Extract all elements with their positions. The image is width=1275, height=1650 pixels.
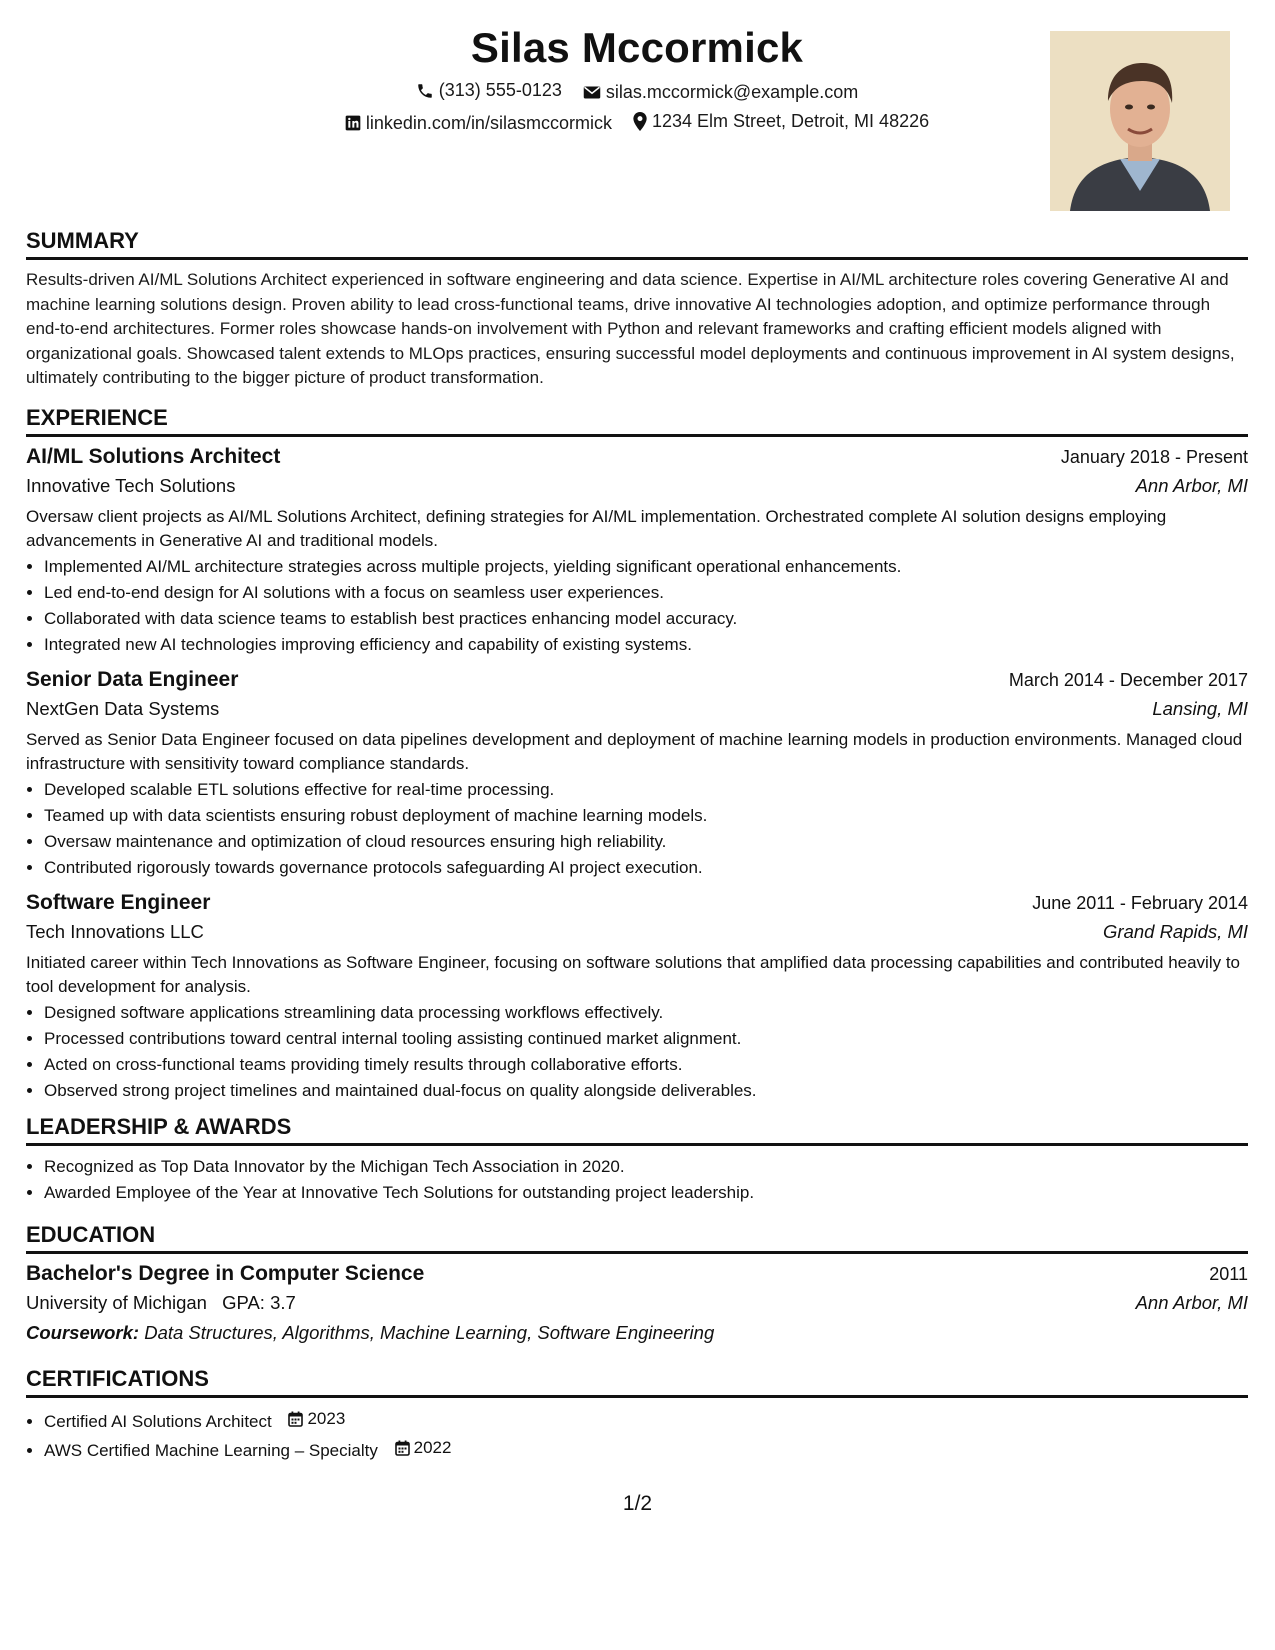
list-item <box>44 1406 1248 1435</box>
coursework-list: Data Structures, Algorithms, Machine Learning, Software Engineering <box>144 1321 715 1343</box>
cert-year: 2022 <box>413 1437 452 1457</box>
experience-section <box>26 405 1248 1104</box>
list-item: • Teamed up with data scientists ensuring robust deployment of machine learning models. <box>44 803 1248 829</box>
envelope-icon <box>583 85 601 100</box>
section-title: SUMMARY <box>26 228 1248 260</box>
page-number: 1/2 <box>622 1492 653 1515</box>
section-title: EXPERIENCE <box>26 405 1248 437</box>
job-location: Ann Arbor, MI <box>1135 474 1248 496</box>
job-description: Oversaw client projects as AI/ML Solutions Architect, defining strategies for AI/ML implementation. Orchestrated complete AI solution designs employing advancements in Generative AI and traditional models. <box>26 506 1167 550</box>
job-dates: January 2018 - Present <box>1060 446 1248 467</box>
cert-name: Certified AI Solutions Architect <box>44 1411 272 1431</box>
job-entry <box>26 891 1248 1104</box>
summary-section <box>26 228 1248 391</box>
phone-text: (313) 555-0123 <box>438 80 562 100</box>
job-location: Grand Rapids, MI <box>1103 920 1248 942</box>
address-text: 1234 Elm Street, Detroit, MI 48226 <box>651 111 930 131</box>
list-item: • Collaborated with data science teams to establish best practices enhancing model accuracy. <box>44 606 1248 632</box>
job-dates: March 2014 - December 2017 <box>1008 669 1248 690</box>
job-description: Initiated career within Tech Innovations as Software Engineer, focusing on software solutions that amplified data processing capabilities and contributed heavily to tool development for analysis. <box>26 952 1241 996</box>
list-item: • Processed contributions toward central internal tooling assisting continued market alignment. <box>44 1026 1248 1052</box>
list-item <box>44 1435 1248 1464</box>
email-text[interactable]: silas.mccormick@example.com <box>605 81 859 102</box>
company-name: Innovative Tech Solutions <box>26 474 236 496</box>
leadership-list <box>26 1154 1248 1206</box>
graduation-year: 2011 <box>1209 1263 1248 1284</box>
school-location: Ann Arbor, MI <box>1135 1291 1248 1313</box>
calendar-icon <box>288 1411 303 1427</box>
phone-icon <box>416 82 434 100</box>
job-entry <box>26 445 1248 658</box>
job-title: Senior Data Engineer <box>26 667 239 691</box>
linkedin-text[interactable]: linkedin.com/in/silasmccormick <box>365 112 612 133</box>
candidate-name: Silas Mccormick <box>470 24 804 71</box>
email-contact[interactable] <box>583 82 858 103</box>
list-item: • Oversaw maintenance and optimization of cloud resources ensuring high reliability. <box>44 829 1248 855</box>
list-item: • Recognized as Top Data Innovator by the Michigan Tech Association in 2020. <box>44 1154 1248 1180</box>
cert-year: 2023 <box>307 1408 346 1428</box>
address-contact <box>633 111 929 132</box>
certifications-section <box>26 1366 1248 1464</box>
school-name: University of Michigan <box>26 1291 207 1313</box>
job-bullets <box>26 1000 1248 1104</box>
profile-photo-image <box>1050 31 1230 211</box>
coursework <box>26 1322 1248 1344</box>
job-description: Served as Senior Data Engineer focused on data pipelines development and deployment of machine learning models in production environments. Managed cloud infrastructure with sensitivity toward compliance standards. <box>26 729 1243 773</box>
profile-photo <box>1050 31 1230 211</box>
section-title: CERTIFICATIONS <box>26 1366 1248 1398</box>
coursework-label: Coursework: <box>26 1321 140 1343</box>
list-item: • Designed software applications streamlining data processing workflows effectively. <box>44 1000 1248 1026</box>
job-entry <box>26 668 1248 881</box>
list-item: • Led end-to-end design for AI solutions with a focus on seamless user experiences. <box>44 580 1248 606</box>
list-item: • Observed strong project timelines and maintained dual-focus on quality alongside deliverables. <box>44 1078 1248 1104</box>
leadership-section <box>26 1114 1248 1206</box>
list-item: • Integrated new AI technologies improving efficiency and capability of existing systems. <box>44 632 1248 658</box>
section-title: LEADERSHIP & AWARDS <box>26 1114 1248 1146</box>
list-item: • Implemented AI/ML architecture strategies across multiple projects, yielding significant operational enhancements. <box>44 554 1248 580</box>
cert-date <box>395 1435 452 1461</box>
calendar-icon <box>395 1440 410 1456</box>
map-pin-icon <box>633 112 647 131</box>
job-dates: June 2011 - February 2014 <box>1032 892 1248 913</box>
company-name: NextGen Data Systems <box>26 697 220 719</box>
job-title: AI/ML Solutions Architect <box>26 444 281 468</box>
section-title: EDUCATION <box>26 1222 1248 1254</box>
phone-contact <box>416 80 562 101</box>
school-line <box>26 1292 296 1314</box>
linkedin-icon <box>345 115 361 131</box>
list-item: • Awarded Employee of the Year at Innovative Tech Solutions for outstanding project leadership. <box>44 1180 1248 1206</box>
job-location: Lansing, MI <box>1152 697 1248 719</box>
cert-date <box>288 1406 345 1432</box>
certifications-list <box>26 1406 1248 1464</box>
summary-text: Results-driven AI/ML Solutions Architect experienced in software engineering and data science. Expertise in AI/ML architecture roles covering Generative AI and machine learning solutions design. Proven ability to lead cross-functional teams, drive innovative AI technologies adoption, and optimize performance through end-to-end architectures. Former roles showcase hands-on involvement with Python and relevant frameworks and crafting efficient models aligned with organizational goals. Showcased talent extends to MLOps practices, ensuring successful model deployments and continuous improvement in AI system designs, ultimately contributing to the bigger picture of product transformation. <box>26 270 1235 387</box>
degree-title: Bachelor's Degree in Computer Science <box>26 1261 425 1285</box>
job-title: Software Engineer <box>26 890 211 914</box>
cert-name: AWS Certified Machine Learning – Specialty <box>44 1440 378 1460</box>
job-bullets <box>26 777 1248 881</box>
gpa: GPA: 3.7 <box>222 1291 296 1313</box>
resume-header <box>26 18 1248 218</box>
company-name: Tech Innovations LLC <box>26 920 204 942</box>
resume-page <box>26 18 1248 1464</box>
education-section <box>26 1222 1248 1344</box>
list-item: • Developed scalable ETL solutions effective for real-time processing. <box>44 777 1248 803</box>
list-item: • Contributed rigorously towards governance protocols safeguarding AI project execution. <box>44 855 1248 881</box>
job-bullets <box>26 554 1248 658</box>
linkedin-contact[interactable] <box>345 113 612 134</box>
list-item: • Acted on cross-functional teams providing timely results through collaborative efforts. <box>44 1052 1248 1078</box>
